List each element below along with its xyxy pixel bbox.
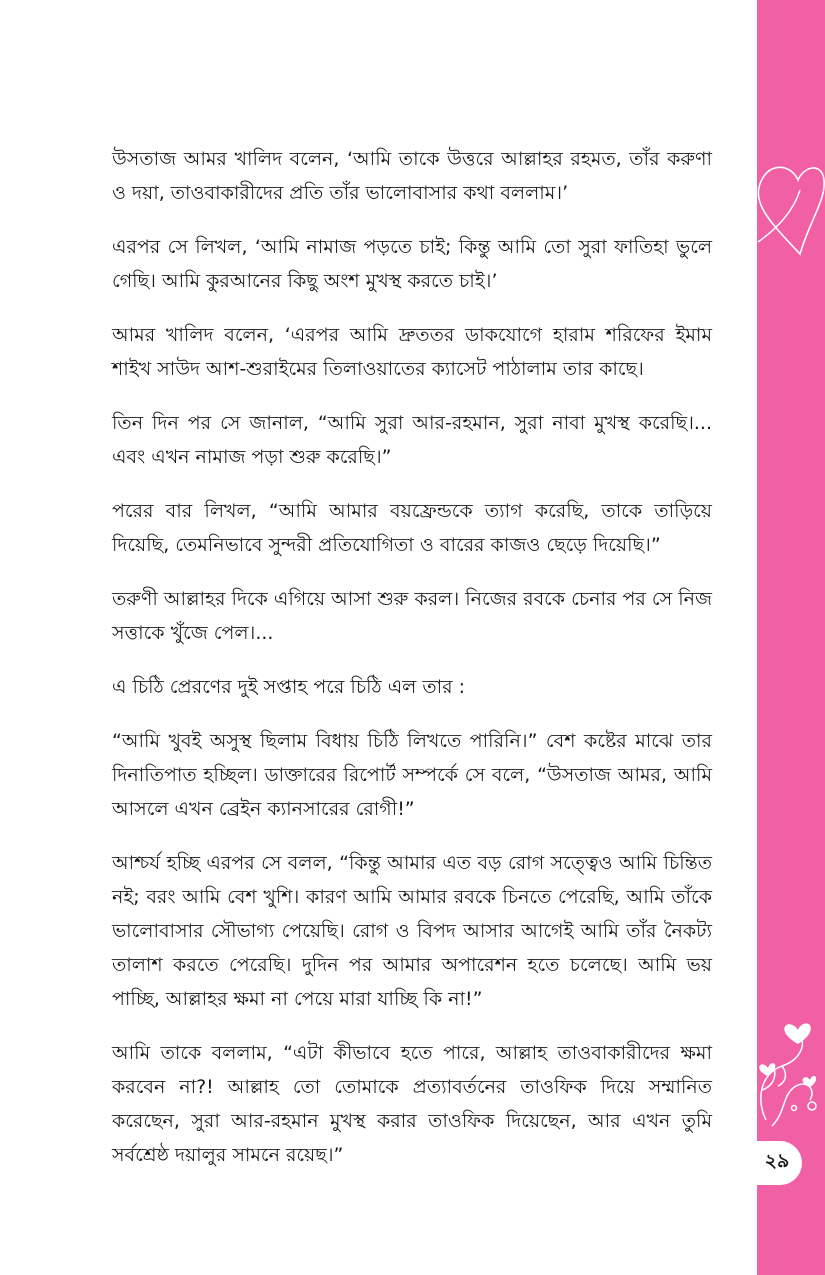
paragraph-3: আমর খালিদ বলেন, ‘এরপর আমি দ্রুততর ডাকযোগে হারাম শরিফের ইমাম শাইখ সাউদ আশ-শুরাইমের তিলাওয়াতের ক্যাসেট পাঠালাম তার কাছে।	[112, 324, 712, 380]
paragraph-9: আশ্চর্য হচ্ছি এরপর সে বলল, “কিন্তু আমার এত বড় রোগ সত্ত্বেও আমি চিন্তিত নই; বরং আমি বেশ খুশি। কারণ আমি আমার রবকে চিনতে পেরেছি, আমি তাঁকে ভালোবাসার সৌভাগ্য পেয়েছি। রোগ ও বিপদ আসার আগেই আমি তাঁর নৈকট্য তালাশ করতে পেরেছি। দুদিন পর আমার অপারেশন হতে চলেছে। আমি ভয় পাচ্ছি, আল্লাহর ক্ষমা না পেয়ে মারা যাচ্ছি কি না!”	[112, 852, 712, 1010]
page-body	[112, 142, 712, 1192]
running-head-text: হে মুসলিম তরুণী	[20, 260, 46, 412]
paragraph-1: উসতাজ আমর খালিদ বলেন, ‘আমি তাকে উত্তরে আল্লাহর রহমত, তাঁর করুণা ও দয়া, তাওবাকারীদের প্রতি তাঁর ভালোবাসার কথা বললাম।’	[112, 148, 712, 204]
heart-outline-icon	[738, 150, 825, 260]
paragraph-10: আমি তাকে বললাম, “এটা কীভাবে হতে পারে, আল্লাহ তাওবাকারীদের ক্ষমা করবেন না?! আল্লাহ তো তোমাকে প্রত্যাবর্তনের তাওফিক দিয়ে সম্মানিত করেছেন, সুরা আর-রহমান মুখস্থ করার তাওফিক দিয়েছেন, আর এখন তুমি সর্বশ্রেষ্ঠ দয়ালুর সামনে রয়েছ।”	[112, 1042, 712, 1166]
paragraph-5: পরের বার লিখল, “আমি আমার বয়ফ্রেন্ডকে ত্যাগ করেছি, তাকে তাড়িয়ে দিয়েছি, তেমনিভাবে সুন্দরী প্রতিযোগিতা ও বারের কাজও ছেড়ে দিয়েছি।”	[112, 500, 712, 556]
paragraph-4: তিন দিন পর সে জানাল, “আমি সুরা আর-রহমান, সুরা নাবা মুখস্থ করেছি।... এবং এখন নামাজ পড়া শুরু করেছি।”	[112, 412, 712, 468]
page-number: ২৯	[752, 1141, 802, 1185]
floral-ornament-icon	[752, 1008, 825, 1133]
paragraph-8: “আমি খুবই অসুস্থ ছিলাম বিধায় চিঠি লিখতে পারিনি।” বেশ কষ্টের মাঝে তার দিনাতিপাত হচ্ছিল। ডাক্তারের রিপোর্ট সম্পর্কে সে বলে, “উসতাজ আমর, আমি আসলে এখন ব্রেইন ক্যানসারের রোগী!”	[112, 730, 712, 820]
paragraph-2: এরপর সে লিখল, ‘আমি নামাজ পড়তে চাই; কিন্তু আমি তো সুরা ফাতিহা ভুলে গেছি। আমি কুরআনের কিছু অংশ মুখস্থ করতে চাই।’	[112, 236, 712, 292]
paragraph-6: তরুণী আল্লাহর দিকে এগিয়ে আসা শুরু করল। নিজের রবকে চেনার পর সে নিজ সত্তাকে খুঁজে পেল।...	[112, 588, 712, 644]
running-head	[2, 236, 66, 436]
paragraph-7: এ চিঠি প্রেরণের দুই সপ্তাহ পরে চিঠি এল তার :	[112, 676, 466, 698]
